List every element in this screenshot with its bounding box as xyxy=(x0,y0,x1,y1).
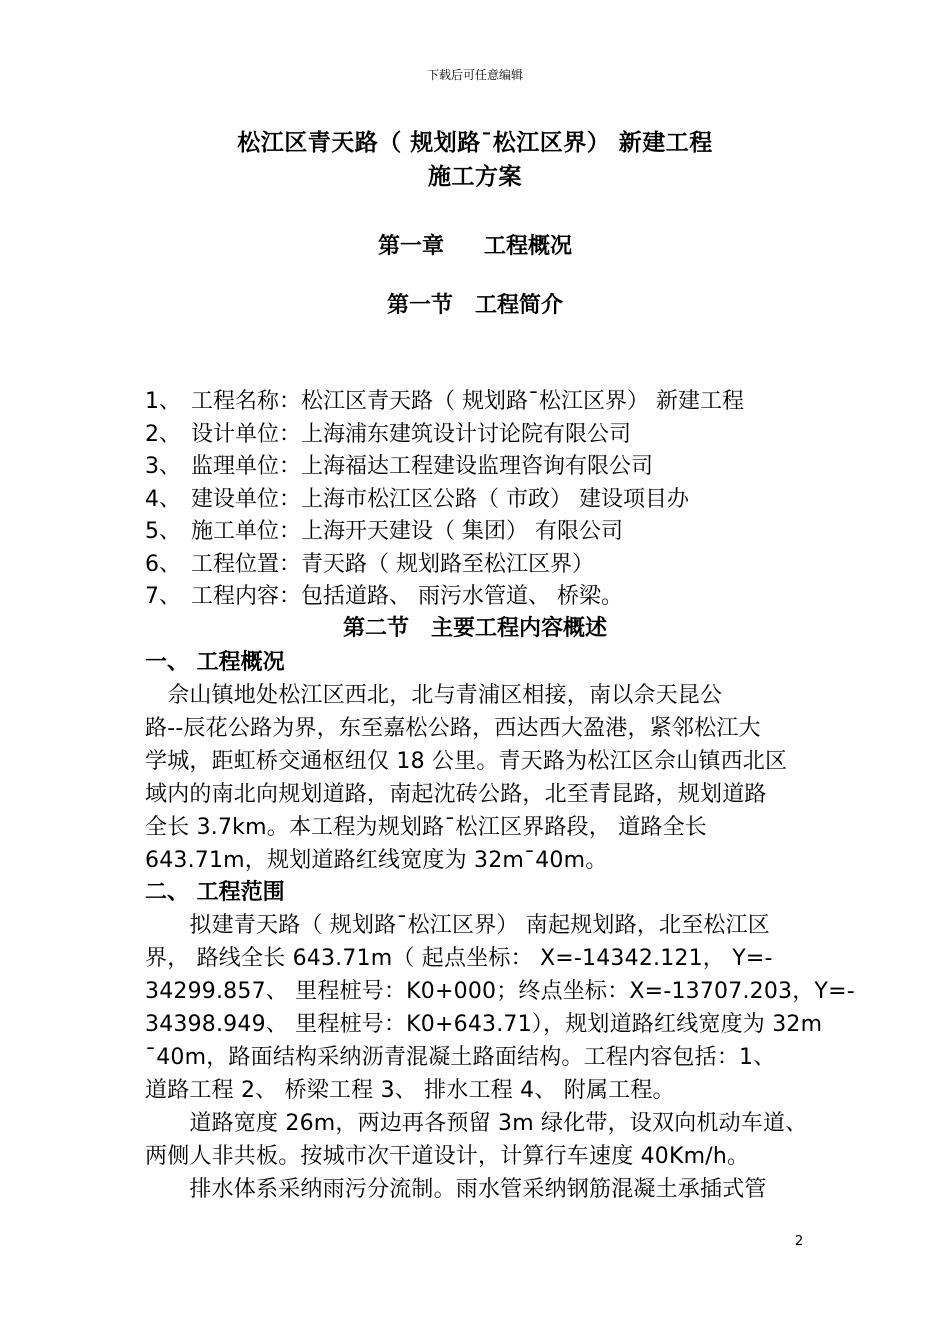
list-item: 6、 工程位置：青天路（ 规划路至松江区界） xyxy=(145,552,594,577)
paragraph-line: 学城，距虹桥交通枢纽仅 18 公里。青天路为松江区佘山镇西北区 xyxy=(145,749,788,774)
part1-heading: 一、 工程概况 xyxy=(145,650,285,675)
header-note: 下载后可任意编辑 xyxy=(426,68,523,82)
list-item: 7、 工程内容：包括道路、 雨污水管道、 桥梁。 xyxy=(145,584,623,609)
page-number: 2 xyxy=(795,1234,804,1249)
paragraph-line: 道路工程 2、 桥梁工程 3、 排水工程 4、 附属工程。 xyxy=(145,1078,675,1103)
paragraph-line: 界， 路线全长 643.71m（ 起点坐标： X=-14342.121， Y=- xyxy=(145,946,773,971)
paragraph-line: 34398.949、 里程桩号：K0+643.71），规划道路红线宽度为 32m xyxy=(145,1012,823,1037)
paragraph-line: 34299.857、 里程桩号：K0+000；终点坐标：X=-13707.203，Y=- xyxy=(145,979,855,1004)
paragraph-line: 道路宽度 26m，两边再各预留 3m 绿化带，设双向机动车道、 xyxy=(145,1111,808,1136)
section1-name: 工程简介 xyxy=(475,293,564,318)
document-title-line1: 松江区青天路（ 规划路¯松江区界） 新建工程 xyxy=(237,130,713,156)
section1-heading xyxy=(0,288,950,319)
list-item: 5、 施工单位：上海开天建设（ 集团） 有限公司 xyxy=(145,519,623,544)
section2-heading xyxy=(0,611,950,642)
paragraph-line: 路--辰花公路为界，东至嘉松公路，西达西大盈港，紧邻松江大 xyxy=(145,716,761,741)
chapter-number: 第一章 xyxy=(377,234,444,259)
paragraph-line: 排水体系采纳雨污分流制。雨水管采纳钢筋混凝土承插式管 xyxy=(145,1177,767,1202)
section2-number: 第二节 xyxy=(342,616,409,641)
paragraph-line: 全长 3.7km。本工程为规划路¯松江区界路段， 道路全长 xyxy=(145,815,707,840)
section1-number: 第一节 xyxy=(386,293,453,318)
paragraph-line: 两侧人非共板。按城市次干道设计，计算行车速度 40Km/h。 xyxy=(145,1144,750,1169)
chapter-name: 工程概况 xyxy=(484,234,573,259)
chapter-heading xyxy=(0,229,950,260)
list-item: 3、 监理单位：上海福达工程建设监理咨询有限公司 xyxy=(145,454,654,479)
section2-name: 主要工程内容概述 xyxy=(431,616,608,641)
document-title-line2: 施工方案 xyxy=(428,164,522,190)
paragraph-line: ¯40m，路面结构采纳沥青混凝土路面结构。工程内容包括：1、 xyxy=(145,1045,776,1070)
list-item: 1、 工程名称：松江区青天路（ 规划路¯松江区界） 新建工程 xyxy=(145,389,744,414)
paragraph-line: 643.71m，规划道路红线宽度为 32m¯40m。 xyxy=(145,848,608,873)
list-item: 2、 设计单位：上海浦东建筑设计讨论院有限公司 xyxy=(145,422,632,447)
paragraph-line: 佘山镇地处松江区西北，北与青浦区相接，南以佘天昆公 xyxy=(145,683,723,708)
paragraph-line: 域内的南北向规划道路，南起沈砖公路，北至青昆路，规划道路 xyxy=(145,782,767,807)
part2-heading: 二、 工程范围 xyxy=(145,880,285,905)
paragraph-line: 拟建青天路（ 规划路¯松江区界） 南起规划路，北至松江区 xyxy=(145,913,770,938)
list-item: 4、 建设单位：上海市松江区公路（ 市政） 建设项目办 xyxy=(145,487,689,512)
